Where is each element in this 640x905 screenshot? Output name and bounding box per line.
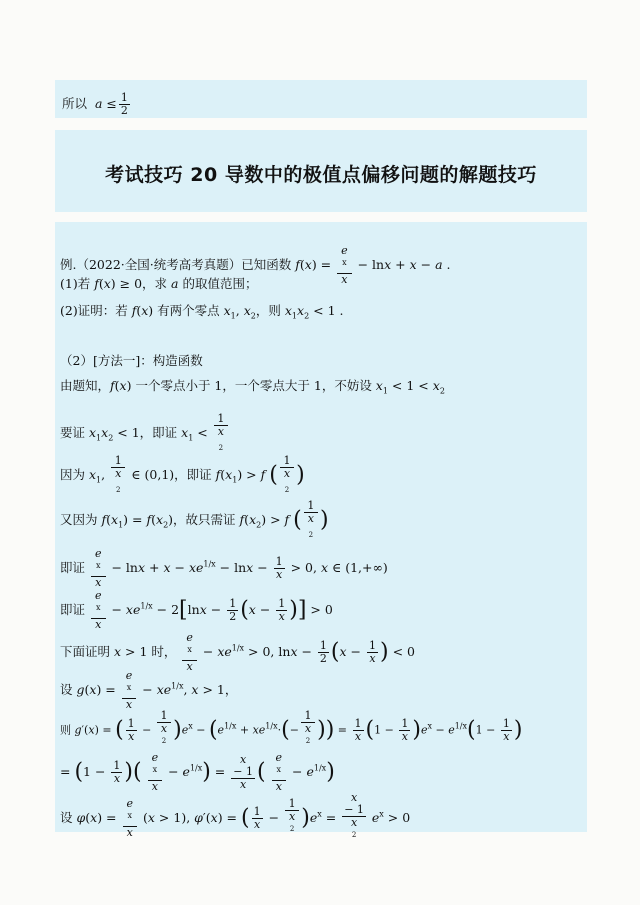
solution-line-6: 即证 e $^x$ x − $xe^{1/x} - 2[\ln x$ − $\frac{1}{2}$ (x − $\frac{1}{x}$ )] > 0 [60, 589, 333, 631]
solution-line-5: 即证 e $^x$ x − $\ln x + x - xe^{1/x} - \ln x$ − $\frac{1}{x}$ > 0, x ∈ (1,+∞) [60, 547, 388, 589]
problem-stem: 例.（2022·全国·统考高考真题）已知函数 f(x) = e $^x$ x − lnx + x − a . [60, 244, 451, 286]
previous-conclusion [62, 92, 132, 117]
problem-part2: (2)证明：若 f(x) 有两个零点 $x_1$, $x_2$，则 $x_1x_2 < 1$ . [60, 303, 344, 321]
solution-line-10: = (1 − $\frac{1}{x}$ )( e $^x$ x − $e^{1/x}$) = x − 1 x ( e $^x$ x − $e^{1/x}$) [60, 751, 335, 793]
solution-line-8: 设 g(x) = e $^x$ x − $xe^{1/x}$, x > 1， [60, 669, 238, 711]
section-title: 考试技巧 20 导数中的极值点偏移问题的解题技巧 [105, 164, 537, 186]
solution-line-4: 又因为 $f(x_1) = f(x_2)$，故只需证 $f(x_2) > f$ ( 1 x $_2$ ) [60, 499, 329, 540]
prev-frac: $\frac{1}{2}$ [120, 91, 128, 117]
solution-line-1: 由题知，f(x) 一个零点小于 1，一个零点大于 1，不妨设 $x_1 < 1 < x_2$ [60, 378, 445, 396]
solution-line-3: 因为 $x_1$, 1 x $_2$ ∈ (0,1)，即证 $f(x_1) > f$ ( 1 x $_2$ ) [60, 454, 305, 495]
prev-text: 所以 a ≤ [62, 96, 117, 111]
solution-line-11: 设 φ(x) = e $^x$ x (x > 1), φ′(x) = ( $\frac{1}{x}$ − 1 x $^2$ )$e^x$ = x − 1 x $^2$ $e^x > 0$ [60, 791, 411, 839]
method-heading: （2）[方法一]：构造函数 [60, 353, 203, 368]
problem-part1: (1)若 f(x) ≥ 0，求 a 的取值范围； [60, 276, 258, 291]
solution-line-7: 下面证明 x > 1 时， e $^x$ x − $xe^{1/x} > 0$, lnx − $\frac{1}{2}$ (x − $\frac{1}{x}$ ) < 0 [60, 631, 415, 673]
previous-line-box [55, 80, 587, 118]
solution-line-2: 要证 $x_1x_2 < 1$，即证 $x_1$ < 1 x $_2$ [60, 413, 230, 454]
solution-line-9: 则 g′(x) = ( $\frac{1}{x}$ − 1 x $^2$ )$e^x - (e^{1/x} + xe^{1/x}\cdot(-$ 1 x $^2$ )) = $\frac{1}{x}$ (1 − $\frac{1}{x}$ )$e^x - e^{1/x}(1$ − $\frac{1}{x}$ ) [60, 709, 523, 745]
